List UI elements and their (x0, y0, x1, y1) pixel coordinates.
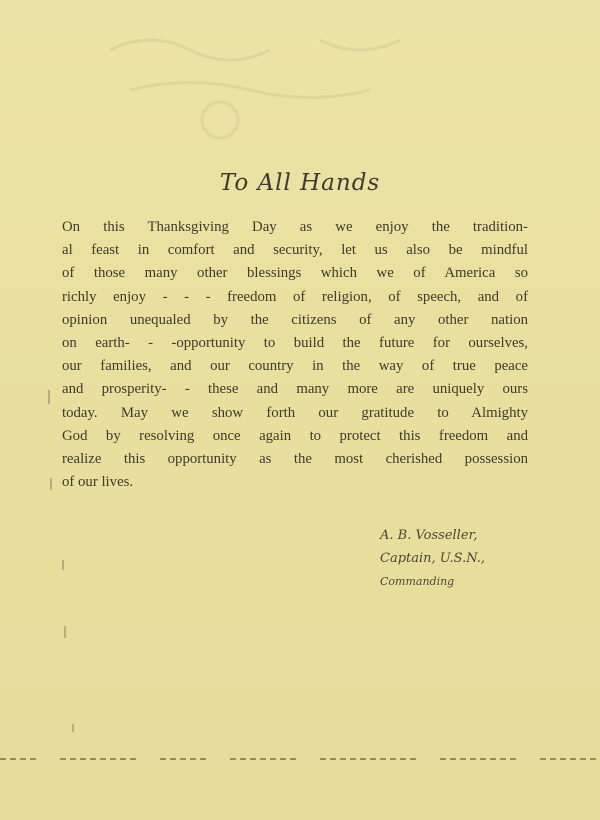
body-line: of our lives. (62, 474, 134, 491)
page-heading: To All Hands (219, 170, 381, 196)
margin-mark (62, 560, 64, 570)
body-line: today. May we show forth our gratitude to Almighty (62, 404, 528, 421)
signature-title: Captain, U.S.N., (380, 551, 486, 566)
signature-block (380, 524, 570, 593)
body-line: our families, and our country in the way of true peace (62, 358, 528, 375)
body-line: and prosperity- - these and many more are uniquely ours (62, 381, 528, 398)
signature-role: Commanding (380, 575, 455, 588)
body-line: al feast in comfort and security, let us also be mindful (62, 242, 528, 259)
body-line: On this Thanksgiving Day as we enjoy the tradition- (62, 219, 528, 235)
margin-mark (50, 478, 52, 490)
body-line: realize this opportunity as the most cherished possession (62, 451, 528, 468)
body-line: of those many other blessings which we of America so (62, 265, 528, 282)
message-body (62, 216, 528, 494)
margin-mark (48, 390, 50, 404)
signature-name: A. B. Vosseller, (380, 528, 478, 543)
body-line: richly enjoy - - - freedom of religion, of speech, and of (62, 288, 528, 305)
body-line: God by resolving once again to protect this freedom and (62, 427, 528, 444)
body-line: on earth- - -opportunity to build the future for ourselves, (62, 335, 528, 352)
margin-mark (64, 626, 66, 638)
show-through-artwork (70, 10, 530, 160)
margin-mark (72, 724, 74, 732)
body-line: opinion unequaled by the citizens of any other nation (62, 311, 528, 328)
torn-edge-line (0, 757, 600, 761)
